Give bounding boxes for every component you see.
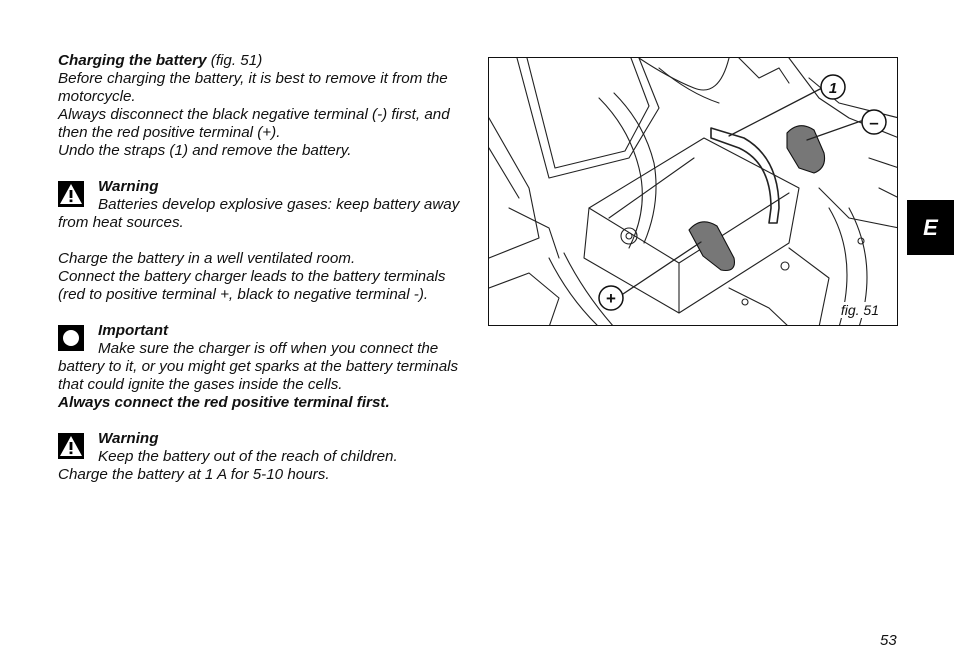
section-tab: E	[907, 200, 954, 255]
battery-line-drawing	[489, 58, 898, 326]
important-circle-icon	[58, 325, 84, 351]
important-text: Make sure the charger is off when you connect the battery to it, or you might get sparks at the battery terminals that could ignite the gases inside the cells.	[58, 340, 459, 393]
text-column	[58, 52, 473, 484]
paragraph: Charge the battery in a well ventilated room.	[58, 250, 356, 267]
heading-figure-ref: (fig. 51)	[210, 52, 263, 69]
paragraph: Always disconnect the black negative terminal (-) first, and then the red positive terminal (+).	[58, 106, 450, 141]
warning-label: Warning	[98, 430, 159, 447]
figure-caption: fig. 51	[840, 302, 879, 318]
section-heading	[58, 52, 473, 70]
callout-positive-label: +	[606, 289, 616, 308]
warning-text: Batteries develop explosive gases: keep battery away from heat sources.	[58, 196, 460, 231]
important-strong-text: Always connect the red positive terminal first.	[58, 394, 390, 411]
paragraph: Connect the battery charger leads to the battery terminals (red to positive terminal +, black to negative terminal -).	[58, 268, 446, 303]
paragraph: Undo the straps (1) and remove the battery.	[58, 142, 352, 159]
important-notice	[58, 322, 473, 412]
warning-triangle-icon	[58, 433, 84, 459]
warning-notice	[58, 178, 473, 232]
warning-text: Keep the battery out of the reach of children.	[98, 448, 398, 465]
paragraph: Charge the battery at 1 A for 5-10 hours.	[58, 466, 330, 483]
battery-figure	[488, 57, 898, 326]
heading-text: Charging the battery	[58, 52, 207, 69]
warning-label: Warning	[98, 178, 159, 195]
callout-negative-label: –	[869, 113, 879, 132]
callout-strap-label: 1	[828, 80, 838, 97]
warning-notice-2	[58, 430, 473, 484]
important-label: Important	[98, 322, 169, 339]
paragraph: Before charging the battery, it is best to remove it from the motorcycle.	[58, 70, 448, 105]
warning-triangle-icon	[58, 181, 84, 207]
page-number: 53	[880, 632, 897, 649]
